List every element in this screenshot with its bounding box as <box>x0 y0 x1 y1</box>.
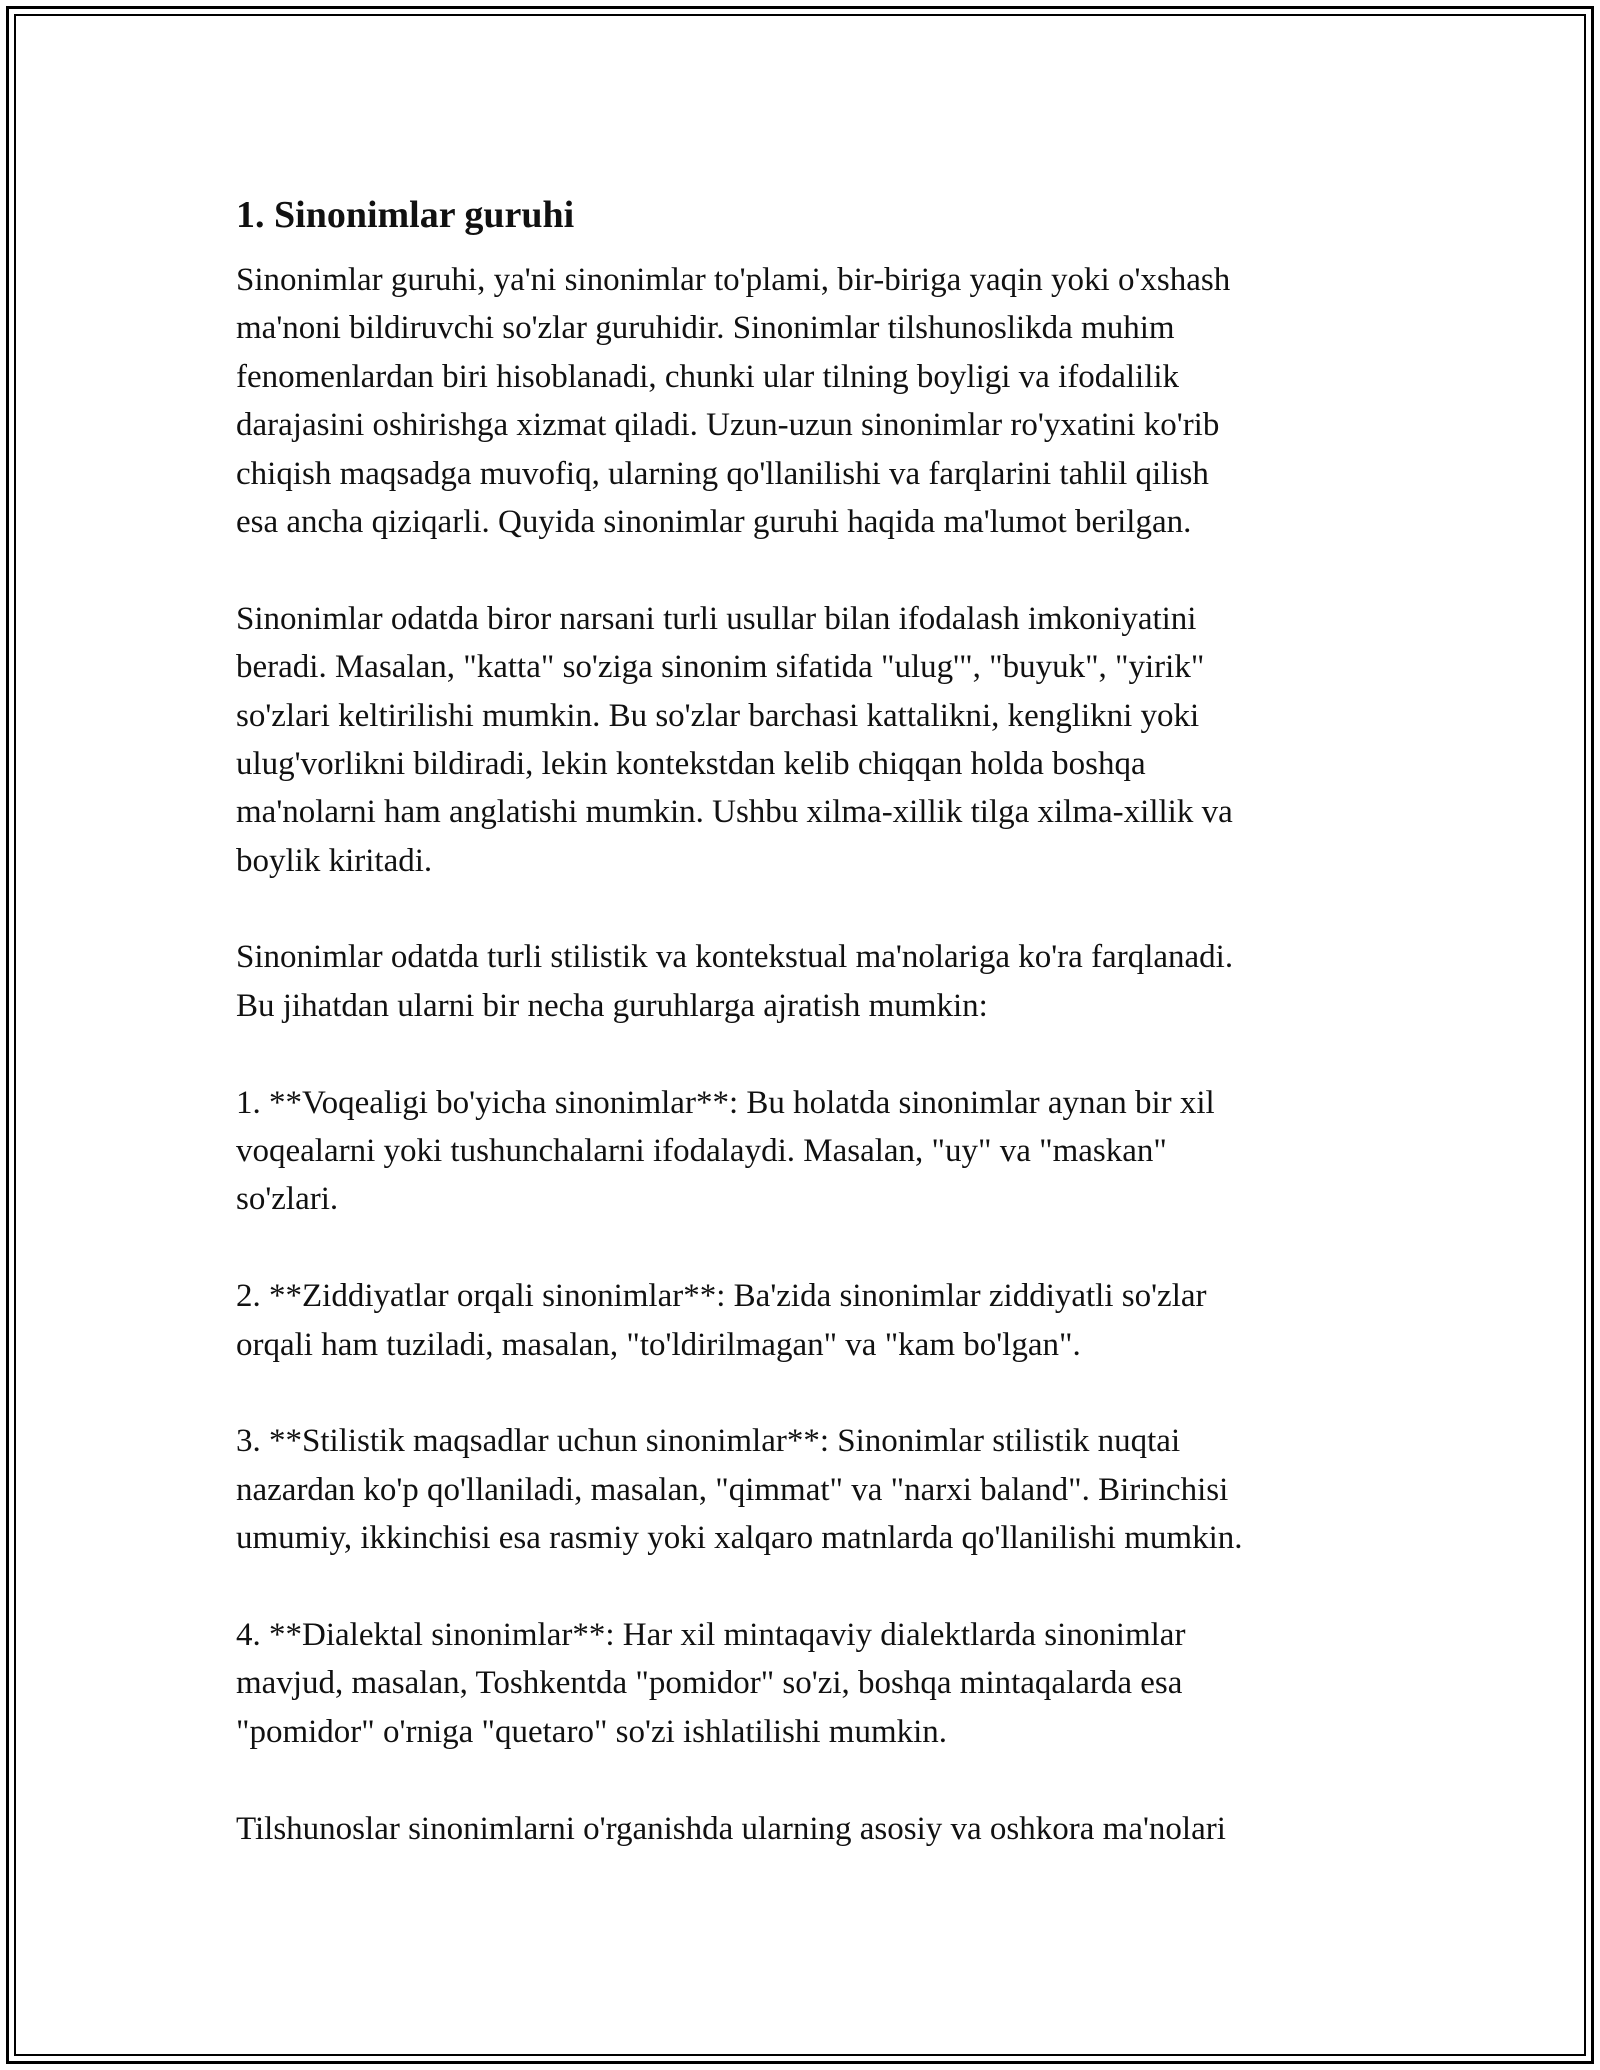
paragraph-examples <box>236 595 1386 885</box>
text-line: boylik kiritadi. <box>236 842 433 879</box>
document-body <box>236 186 1386 1853</box>
text-line: "pomidor" o'rniga "quetaro" so'zi ishlatilishi mumkin. <box>236 1713 948 1750</box>
text-line: so'zlari keltirilishi mumkin. Bu so'zlar barchasi kattalikni, kenglikni yoki <box>236 697 1200 734</box>
text-line: esa ancha qiziqarli. Quyida sinonimlar guruhi haqida ma'lumot berilgan. <box>236 503 1192 540</box>
text-line: nazardan ko'p qo'llaniladi, masalan, "qimmat" va "narxi baland". Birinchisi <box>236 1471 1229 1508</box>
paragraph-closing <box>236 1805 1386 1853</box>
text-line: Bu jihatdan ularni bir necha guruhlarga ajratish mumkin: <box>236 987 988 1024</box>
text-line: orqali ham tuziladi, masalan, "to'ldirilmagan" va "kam bo'lgan". <box>236 1326 1081 1363</box>
list-item-2 <box>236 1272 1386 1369</box>
text-line: ma'noni bildiruvchi so'zlar guruhidir. Sinonimlar tilshunoslikda muhim <box>236 310 1175 347</box>
text-line: darajasini oshirishga xizmat qiladi. Uzun-uzun sinonimlar ro'yxatini ko'rib <box>236 407 1220 444</box>
list-item-3 <box>236 1417 1386 1562</box>
text-line: umumiy, ikkinchisi esa rasmiy yoki xalqaro matnlarda qo'llanilishi mumkin. <box>236 1520 1243 1557</box>
text-line: Sinonimlar odatda turli stilistik va kontekstual ma'nolariga ko'ra farqlanadi. <box>236 939 1234 976</box>
text-line: Sinonimlar guruhi, ya'ni sinonimlar to'plami, bir-biriga yaqin yoki o'xshash <box>236 262 1231 298</box>
text-line: beradi. Masalan, "katta" so'ziga sinonim sifatida "ulug'", "buyuk", "yirik" <box>236 649 1205 686</box>
list-item-4 <box>236 1611 1386 1756</box>
section-title: 1. Sinonimlar guruhi <box>236 194 575 236</box>
text-line: ulug'vorlikni bildiradi, lekin kontekstdan kelib chiqqan holda boshqa <box>236 745 1146 782</box>
list-item-1 <box>236 1079 1386 1224</box>
text-line: ma'nolarni ham anglatishi mumkin. Ushbu xilma-xillik tilga xilma-xillik va <box>236 794 1233 831</box>
text-line: chiqish maqsadga muvofiq, ularning qo'llanilishi va farqlarini tahlil qilish <box>236 455 1209 492</box>
text-line: Sinonimlar odatda biror narsani turli usullar bilan ifodalash imkoniyatini <box>236 600 1197 637</box>
text-line: so'zlari. <box>236 1181 339 1218</box>
paragraph-classification <box>236 933 1386 1030</box>
text-line: 3. **Stilistik maqsadlar uchun sinonimlar**: Sinonimlar stilistik nuqtai <box>236 1423 1181 1460</box>
text-line: 1. **Voqealigi bo'yicha sinonimlar**: Bu holatda sinonimlar aynan bir xil <box>236 1084 1215 1121</box>
text-line: mavjud, masalan, Toshkentda "pomidor" so'zi, boshqa mintaqalarda esa <box>236 1665 1183 1702</box>
text-line: 2. **Ziddiyatlar orqali sinonimlar**: Ba'zida sinonimlar ziddiyatli so'zlar <box>236 1278 1207 1315</box>
text-line: Tilshunoslar sinonimlarni o'rganishda ularning asosiy va oshkora ma'nolari <box>236 1810 1226 1847</box>
text-line: voqealarni yoki tushunchalarni ifodalaydi. Masalan, "uy" va "maskan" <box>236 1133 1167 1170</box>
text-line: 4. **Dialektal sinonimlar**: Har xil mintaqaviy dialektlarda sinonimlar <box>236 1616 1186 1653</box>
text-line: fenomenlardan biri hisoblanadi, chunki ular tilning boyligi va ifodalilik <box>236 358 1180 395</box>
paragraph-intro <box>236 256 1386 546</box>
